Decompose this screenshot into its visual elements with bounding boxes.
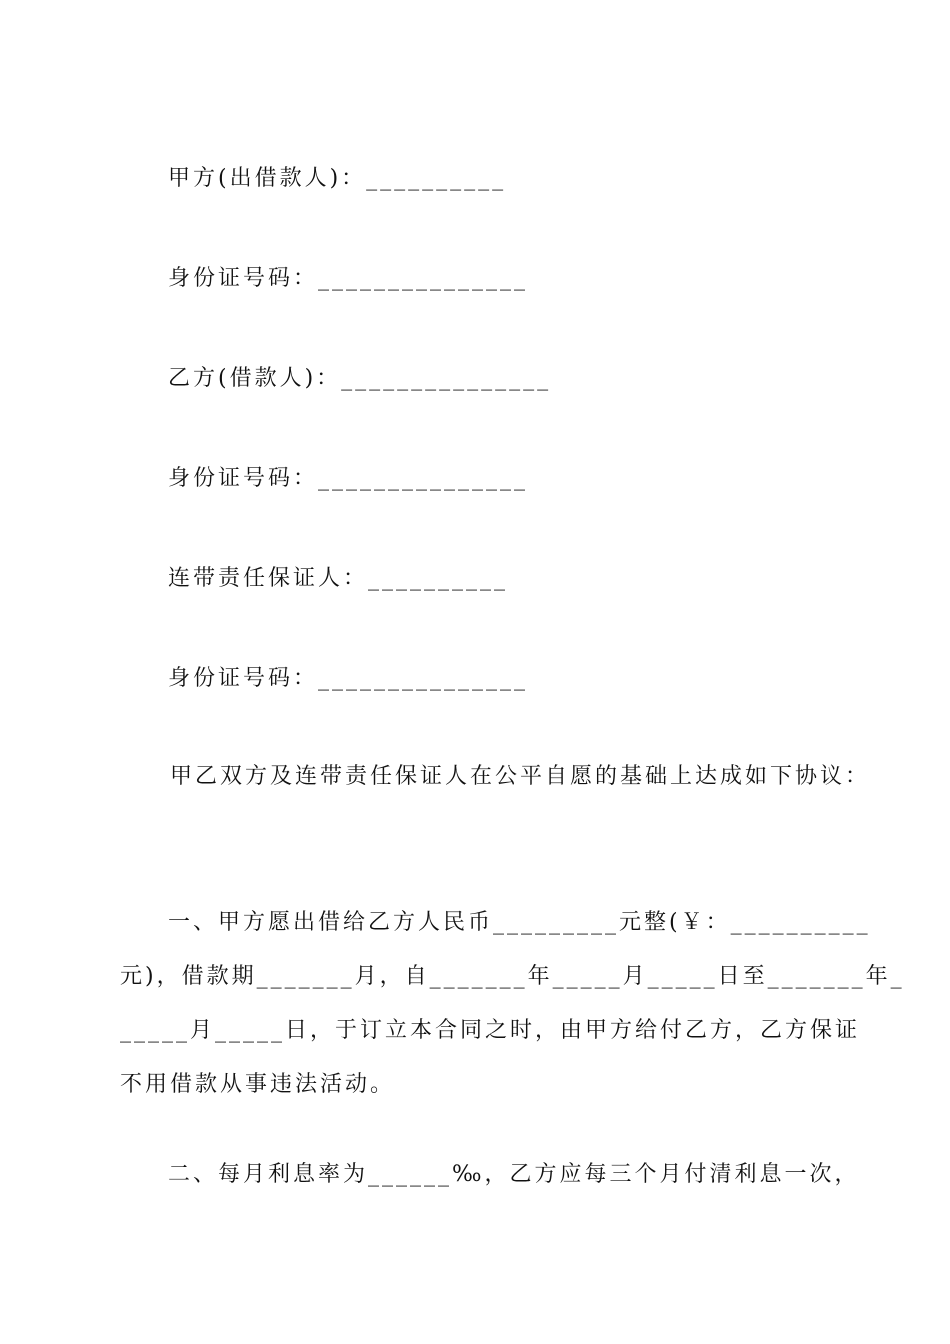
- guarantor-id-field: [168, 664, 528, 694]
- lender-id-field: [168, 264, 528, 294]
- lender-field: [168, 164, 506, 194]
- guarantor-field: [168, 564, 508, 594]
- guarantor-id-label: 身份证号码：: [168, 666, 319, 691]
- clause-1-line-3: _____月_____日，于订立本合同之时，由甲方给付乙方，乙方保证: [120, 1018, 861, 1043]
- borrower-id-label: 身份证号码：: [168, 466, 319, 491]
- borrower-field: [168, 364, 551, 394]
- borrower-label: 乙方(借款人)：: [168, 366, 342, 391]
- borrower-id-field: [168, 464, 528, 494]
- guarantor-blank: __________: [368, 566, 509, 591]
- clause-2-line-1: 二、每月利息率为______‰，乙方应每三个月付清利息一次，: [168, 1162, 860, 1187]
- intro-text: 甲乙双方及连带责任保证人在公平自愿的基础上达成如下协议：: [170, 764, 871, 789]
- guarantor-label: 连带责任保证人：: [168, 566, 369, 591]
- clause-1-line-4: 不用借款从事违法活动。: [120, 1072, 396, 1097]
- lender-id-label: 身份证号码：: [168, 266, 319, 291]
- clause-1-line-2: 元)，借款期_______月，自_______年_____月_____日至_______年_: [120, 964, 905, 989]
- lender-label: 甲方(出借款人)：: [168, 166, 367, 191]
- clause-1-line-1: 一、甲方愿出借给乙方人民币_________元整(￥：__________: [168, 910, 871, 935]
- lender-blank: __________: [366, 166, 507, 191]
- borrower-id-blank: _______________: [318, 466, 529, 491]
- borrower-blank: _______________: [341, 366, 552, 391]
- lender-id-blank: _______________: [318, 266, 529, 291]
- clause-2: [120, 1148, 860, 1202]
- clause-1: [120, 896, 905, 1112]
- guarantor-id-blank: _______________: [318, 666, 529, 691]
